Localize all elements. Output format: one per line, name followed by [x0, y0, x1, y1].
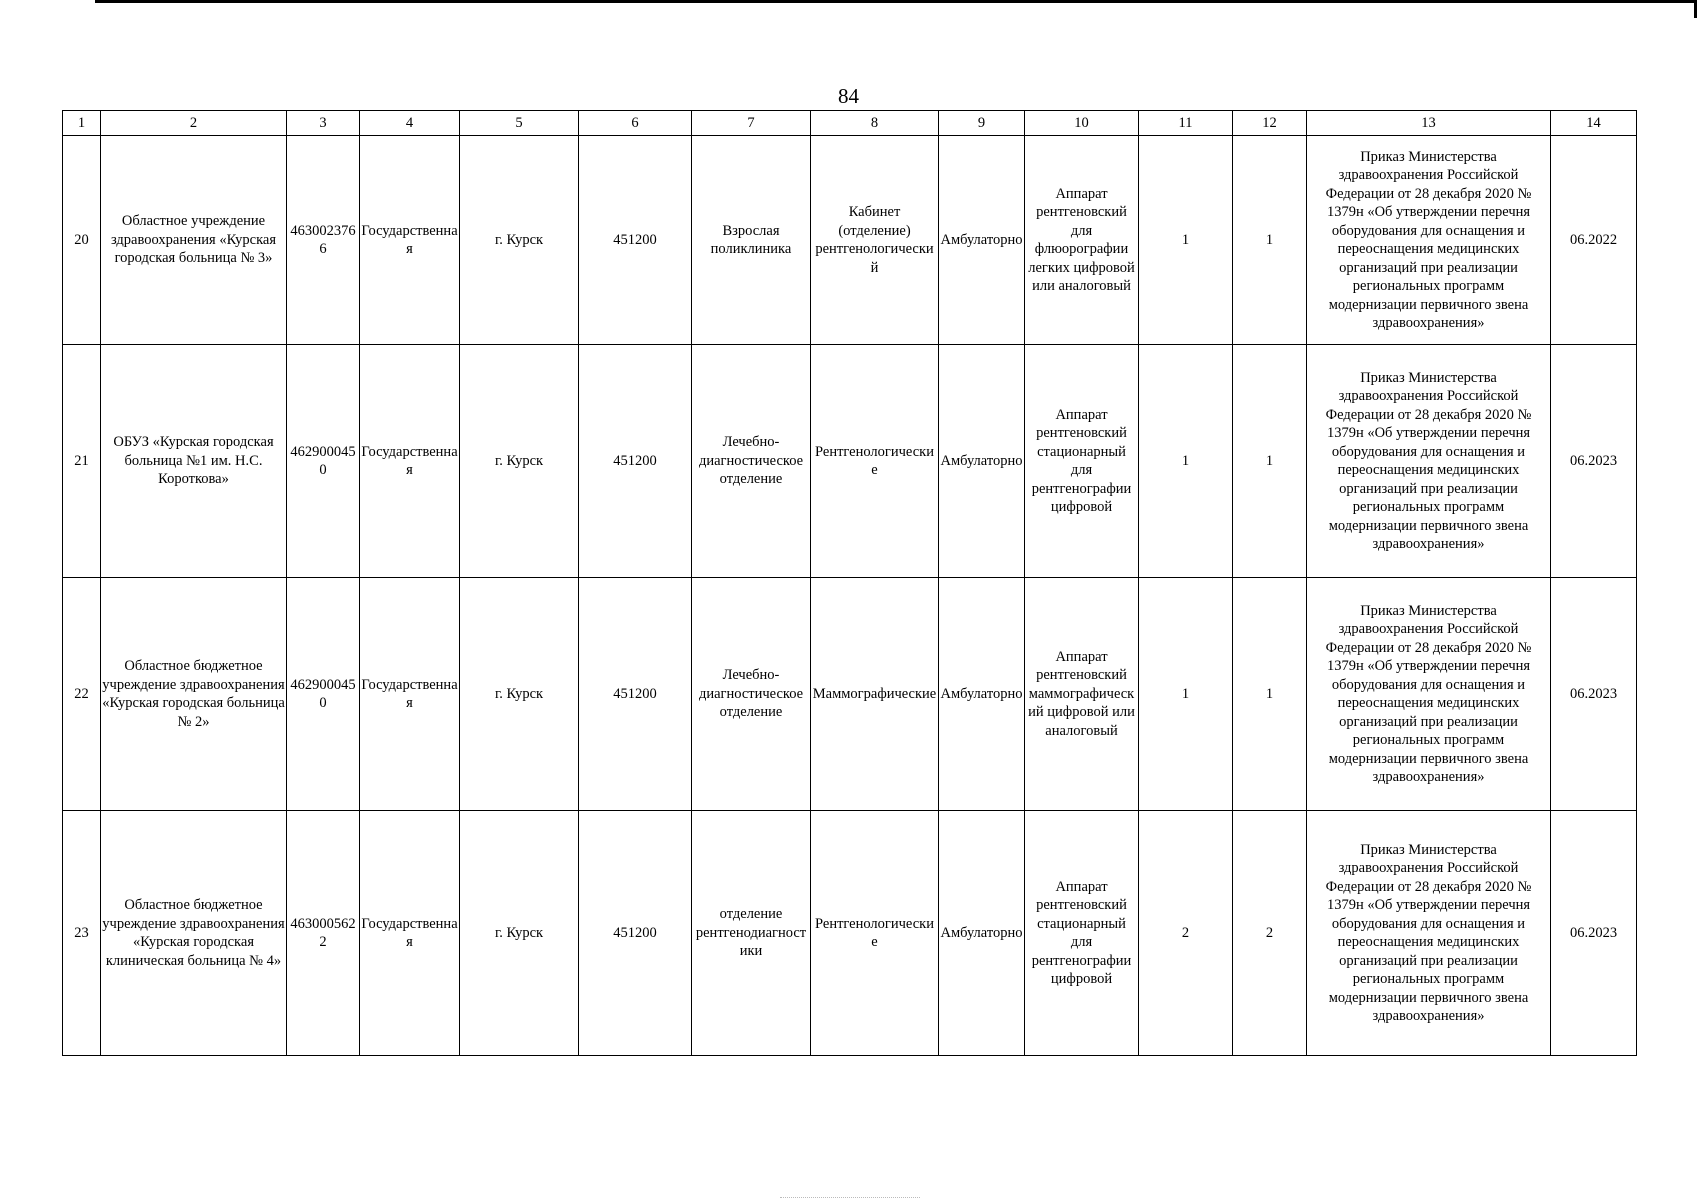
organization-code: 4629000450	[287, 345, 360, 578]
care-type: Амбулаторно	[939, 578, 1025, 811]
column-header: 1	[63, 111, 101, 136]
column-number-row	[63, 111, 1637, 136]
legal-basis: Приказ Министерства здравоохранения Российской Федерации от 28 декабря 2020 № 1379н «Об утверждении перечня оборудования для оснащения и переоснащения медицинских организаций при реализации региональных программ модернизации первичного звена здравоохранения»	[1307, 578, 1551, 811]
table-row	[63, 136, 1637, 345]
unit: Кабинет (отделение) рентгенологический	[811, 136, 939, 345]
organization-name: ОБУЗ «Курская городская больница №1 им. Н.С. Короткова»	[101, 345, 287, 578]
legal-basis: Приказ Министерства здравоохранения Российской Федерации от 28 декабря 2020 № 1379н «Об утверждении перечня оборудования для оснащения и переоснащения медицинских организаций при реализации региональных программ модернизации первичного звена здравоохранения»	[1307, 136, 1551, 345]
legal-basis: Приказ Министерства здравоохранения Российской Федерации от 28 декабря 2020 № 1379н «Об утверждении перечня оборудования для оснащения и переоснащения медицинских организаций при реализации региональных программ модернизации первичного звена здравоохранения»	[1307, 345, 1551, 578]
equipment-name: Аппарат рентгеновский маммографический цифровой или аналоговый	[1025, 578, 1139, 811]
date: 06.2022	[1551, 136, 1637, 345]
organization-code: 4629000450	[287, 578, 360, 811]
column-header: 12	[1233, 111, 1307, 136]
column-header: 7	[692, 111, 811, 136]
ownership-type: Государственная	[360, 136, 460, 345]
organization-name: Областное бюджетное учреждение здравоохранения «Курская городская больница № 2»	[101, 578, 287, 811]
quantity-a: 1	[1139, 136, 1233, 345]
quantity-a: 1	[1139, 578, 1233, 811]
department: Лечебно-диагностическое отделение	[692, 578, 811, 811]
organization-code: 4630023766	[287, 136, 360, 345]
ownership-type: Государственная	[360, 578, 460, 811]
organization-code: 4630005622	[287, 811, 360, 1056]
quantity-b: 1	[1233, 136, 1307, 345]
quantity-a: 2	[1139, 811, 1233, 1056]
column-header: 2	[101, 111, 287, 136]
equipment-table	[62, 110, 1637, 1056]
city: г. Курск	[460, 136, 579, 345]
equipment-name: Аппарат рентгеновский стационарный для рентгенографии цифровой	[1025, 345, 1139, 578]
quantity-b: 1	[1233, 578, 1307, 811]
quantity-b: 1	[1233, 345, 1307, 578]
ownership-type: Государственная	[360, 345, 460, 578]
date: 06.2023	[1551, 578, 1637, 811]
postal-index: 451200	[579, 136, 692, 345]
table-row	[63, 345, 1637, 578]
column-header: 3	[287, 111, 360, 136]
equipment-name: Аппарат рентгеновский для флюорографии легких цифровой или аналоговый	[1025, 136, 1139, 345]
table-row	[63, 578, 1637, 811]
department: Лечебно-диагностическое отделение	[692, 345, 811, 578]
unit: Рентгенологические	[811, 811, 939, 1056]
row-number: 21	[63, 345, 101, 578]
top-border-line	[95, 0, 1697, 3]
quantity-a: 1	[1139, 345, 1233, 578]
column-header: 6	[579, 111, 692, 136]
column-header: 5	[460, 111, 579, 136]
unit: Маммографические	[811, 578, 939, 811]
date: 06.2023	[1551, 345, 1637, 578]
department: отделение рентгенодиагностики	[692, 811, 811, 1056]
city: г. Курск	[460, 345, 579, 578]
ownership-type: Государственная	[360, 811, 460, 1056]
column-header: 10	[1025, 111, 1139, 136]
date: 06.2023	[1551, 811, 1637, 1056]
row-number: 23	[63, 811, 101, 1056]
postal-index: 451200	[579, 578, 692, 811]
postal-index: 451200	[579, 345, 692, 578]
postal-index: 451200	[579, 811, 692, 1056]
department: Взрослая поликлиника	[692, 136, 811, 345]
city: г. Курск	[460, 811, 579, 1056]
column-header: 8	[811, 111, 939, 136]
care-type: Амбулаторно	[939, 136, 1025, 345]
organization-name: Областное бюджетное учреждение здравоохранения «Курская городская клиническая больница № 4»	[101, 811, 287, 1056]
column-header: 14	[1551, 111, 1637, 136]
care-type: Амбулаторно	[939, 345, 1025, 578]
legal-basis: Приказ Министерства здравоохранения Российской Федерации от 28 декабря 2020 № 1379н «Об утверждении перечня оборудования для оснащения и переоснащения медицинских организаций при реализации региональных программ модернизации первичного звена здравоохранения»	[1307, 811, 1551, 1056]
column-header: 4	[360, 111, 460, 136]
column-header: 13	[1307, 111, 1551, 136]
organization-name: Областное учреждение здравоохранения «Курская городская больница № 3»	[101, 136, 287, 345]
row-number: 20	[63, 136, 101, 345]
care-type: Амбулаторно	[939, 811, 1025, 1056]
row-number: 22	[63, 578, 101, 811]
equipment-name: Аппарат рентгеновский стационарный для рентгенографии цифровой	[1025, 811, 1139, 1056]
city: г. Курск	[460, 578, 579, 811]
scan-artifact	[780, 1197, 920, 1198]
column-header: 9	[939, 111, 1025, 136]
page-number: 84	[838, 84, 859, 108]
unit: Рентгенологические	[811, 345, 939, 578]
quantity-b: 2	[1233, 811, 1307, 1056]
table-row	[63, 811, 1637, 1056]
column-header: 11	[1139, 111, 1233, 136]
